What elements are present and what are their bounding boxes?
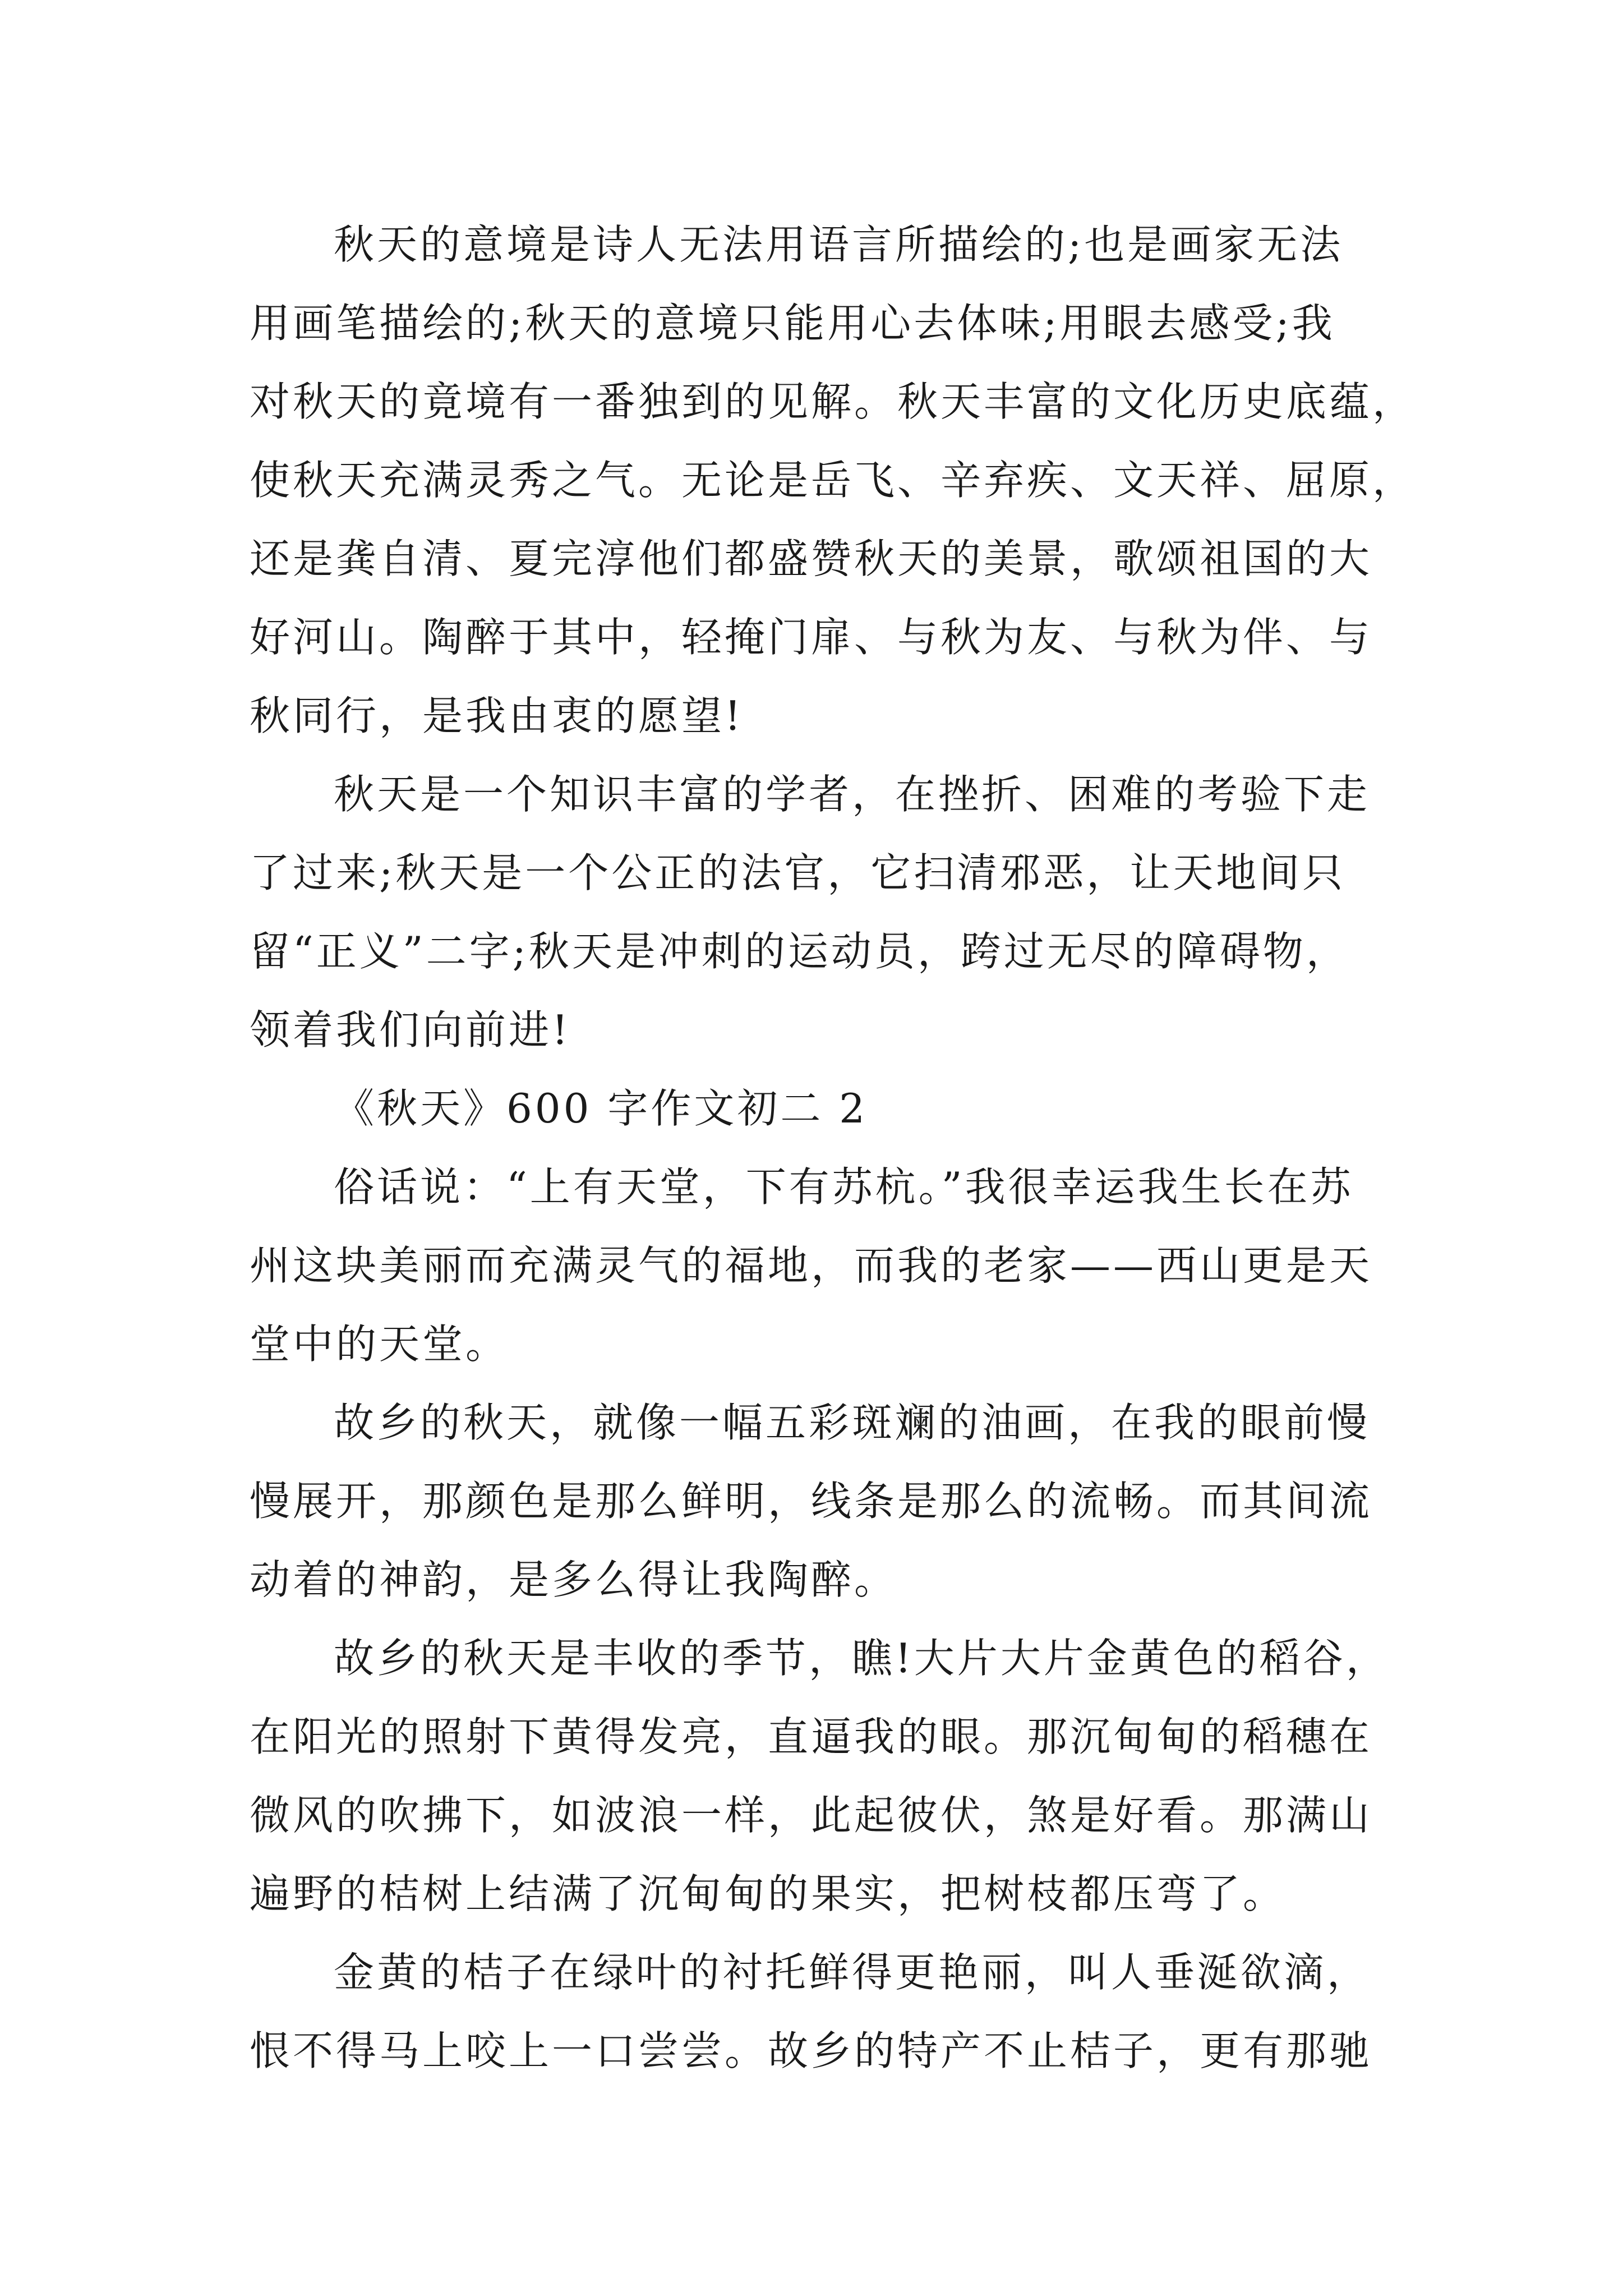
paragraph-1-line-1: 秋天的意境是诗人无法用语言所描绘的;也是画家无法 <box>334 221 1344 268</box>
paragraph-1-line-3: 对秋天的竟境有一番独到的见解。秋天丰富的文化历史底蕴， <box>250 378 1416 425</box>
paragraph-2-line-4: 领着我们向前进! <box>250 1006 571 1053</box>
paragraph-5-line-3: 微风的吹拂下，如波浪一样，此起彼伏，煞是好看。那满山 <box>250 1792 1373 1839</box>
paragraph-5-line-1: 故乡的秋天是丰收的季节，瞧!大片大片金黄色的稻谷， <box>334 1635 1389 1682</box>
paragraph-6-line-1: 金黄的桔子在绿叶的衬托鲜得更艳丽，叫人垂涎欲滴， <box>334 1949 1371 1996</box>
paragraph-3-line-1: 俗话说：“上有天堂，下有苏杭。”我很幸运我生长在苏 <box>334 1163 1354 1211</box>
paragraph-1-line-5: 还是龚自清、夏完淳他们都盛赞秋天的美景，歌颂祖国的大 <box>250 535 1373 582</box>
paragraph-4-line-1: 故乡的秋天，就像一幅五彩斑斓的油画，在我的眼前慢 <box>334 1399 1371 1446</box>
paragraph-5-line-4: 遍野的桔树上结满了沉甸甸的果实，把树枝都压弯了。 <box>250 1870 1287 1917</box>
paragraph-2-line-1: 秋天是一个知识丰富的学者，在挫折、困难的考验下走 <box>334 771 1371 818</box>
paragraph-1-line-7: 秋同行，是我由衷的愿望! <box>250 692 744 739</box>
paragraph-1-line-6: 好河山。陶醉于其中，轻掩门扉、与秋为友、与秋为伴、与 <box>250 614 1373 661</box>
paragraph-2-line-2: 了过来;秋天是一个公正的法官，它扫清邪恶，让天地间只 <box>250 849 1346 896</box>
paragraph-1-line-2: 用画笔描绘的;秋天的意境只能用心去体味;用眼去感受;我 <box>250 300 1335 347</box>
paragraph-2-line-3: 留“正义”二字;秋天是冲刺的运动员，跨过无尽的障碍物， <box>250 928 1349 975</box>
paragraph-1-line-4: 使秋天充满灵秀之气。无论是岳飞、辛弃疾、文天祥、屈原， <box>250 457 1416 504</box>
paragraph-5-line-2: 在阳光的照射下黄得发亮，直逼我的眼。那沉甸甸的稻穗在 <box>250 1713 1373 1760</box>
paragraph-4-line-2: 慢展开，那颜色是那么鲜明，线条是那么的流畅。而其间流 <box>250 1478 1373 1525</box>
section-heading: 《秋天》600 字作文初二 2 <box>334 1085 868 1132</box>
paragraph-3-line-2: 州这块美丽而充满灵气的福地，而我的老家——西山更是天 <box>250 1242 1373 1289</box>
paragraph-4-line-3: 动着的神韵，是多么得让我陶醉。 <box>250 1556 898 1603</box>
paragraph-3-line-3: 堂中的天堂。 <box>250 1320 509 1368</box>
paragraph-6-line-2: 恨不得马上咬上一口尝尝。故乡的特产不止桔子，更有那驰 <box>250 2027 1373 2074</box>
